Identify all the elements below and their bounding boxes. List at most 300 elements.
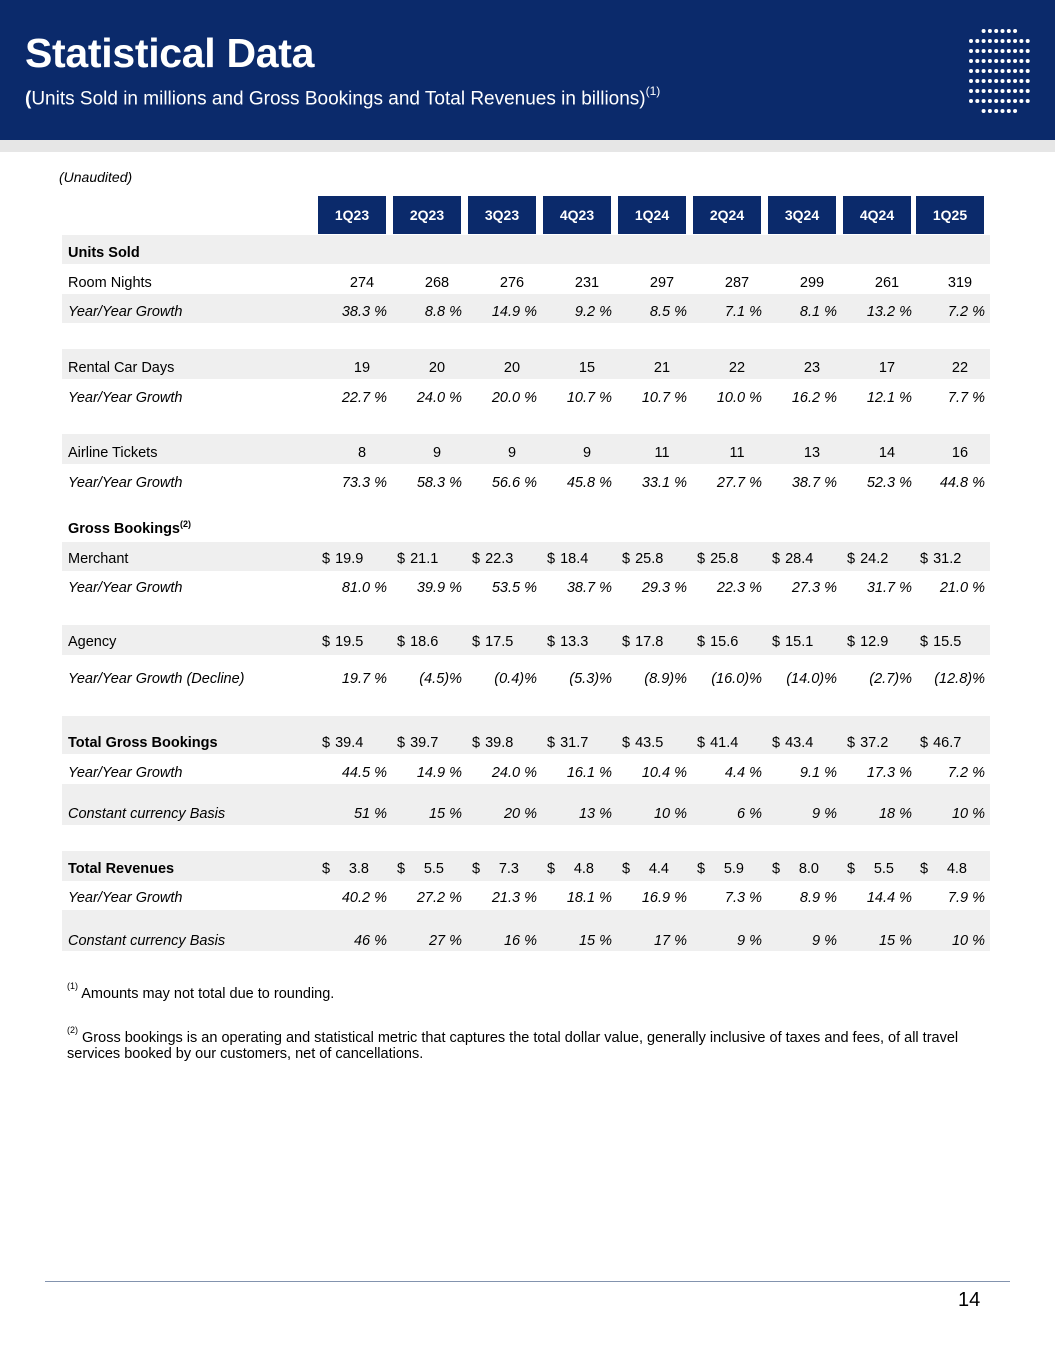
dot — [975, 99, 979, 103]
table-cell: 46 % — [353, 932, 387, 949]
amount: 15.5 — [933, 633, 962, 650]
dot — [1019, 89, 1023, 93]
table-cell: 274 — [349, 274, 375, 291]
dot — [1013, 109, 1017, 113]
table-cell: (12.8)% — [934, 670, 985, 687]
dot — [975, 69, 979, 73]
page-number: 14 — [958, 1289, 981, 1311]
section-units-sold — [62, 238, 990, 267]
table-cell: 20 — [428, 359, 446, 376]
row-label: Year/Year Growth — [68, 303, 183, 320]
table-cell: 4.4 % — [724, 764, 762, 781]
amount: 31.7 — [560, 734, 589, 751]
dot — [1013, 49, 1017, 53]
dot — [1001, 59, 1005, 63]
table-cell: 58.3 % — [416, 474, 462, 491]
row-label: Constant currency Basis — [68, 805, 226, 822]
table-cell: 18 % — [878, 805, 912, 822]
currency-symbol: $ — [622, 550, 631, 567]
table-cell: 27.7 % — [716, 474, 762, 491]
table-cell: 276 — [499, 274, 525, 291]
dot — [982, 49, 986, 53]
table-cell: 16.2 % — [791, 389, 837, 406]
table-cell: 10.7 % — [641, 389, 687, 406]
table-row-merchant-growth — [62, 573, 990, 602]
row-label: Year/Year Growth — [68, 389, 183, 406]
amount: 5.5 — [423, 860, 444, 877]
amount: 3.8 — [348, 860, 369, 877]
dot — [975, 59, 979, 63]
section-label: Units Sold — [68, 244, 140, 261]
table-cell: 287 — [724, 274, 750, 291]
table-cell: 10 % — [951, 932, 985, 949]
table-cell: 10.4 % — [641, 764, 687, 781]
currency-symbol: $ — [622, 633, 631, 650]
table-cell — [772, 627, 842, 656]
footnote-2-marker: (2) — [67, 1025, 78, 1035]
table-cell: 9 — [432, 444, 442, 461]
dot — [1026, 89, 1030, 93]
table-cell: 20 % — [503, 805, 537, 822]
subtitle-footnote-ref: (1) — [645, 84, 661, 98]
currency-symbol: $ — [622, 860, 631, 877]
dot — [1019, 59, 1023, 63]
table-cell — [772, 854, 819, 883]
table-cell — [322, 728, 392, 757]
table-cell — [847, 854, 894, 883]
subtitle-text: Units Sold in millions and Gross Bookings and Total Revenues in billions) — [31, 88, 646, 110]
table-cell: 14 — [878, 444, 896, 461]
table-cell: 13.2 % — [866, 303, 912, 320]
table-row-agency — [62, 627, 990, 656]
dot — [982, 69, 986, 73]
dot — [1007, 109, 1011, 113]
currency-symbol: $ — [697, 633, 706, 650]
dot — [1001, 99, 1005, 103]
row-label: Room Nights — [68, 274, 152, 291]
amount: 15.1 — [785, 633, 814, 650]
currency-symbol: $ — [772, 734, 781, 751]
amount: 7.3 — [498, 860, 519, 877]
amount: 37.2 — [860, 734, 889, 751]
dot — [994, 59, 998, 63]
dot — [975, 79, 979, 83]
dot — [969, 79, 973, 83]
table-cell: 11 — [654, 444, 670, 461]
table-cell — [397, 544, 467, 573]
table-cell: 15 % — [428, 805, 462, 822]
table-cell: 38.7 % — [791, 474, 837, 491]
dot — [969, 89, 973, 93]
table-cell: 22 — [728, 359, 746, 376]
table-cell: (8.9)% — [644, 670, 687, 687]
currency-symbol: $ — [472, 734, 481, 751]
dot — [994, 99, 998, 103]
amount: 24.2 — [860, 550, 889, 567]
currency-symbol: $ — [920, 633, 929, 650]
dot — [1026, 99, 1030, 103]
table-cell: 14.9 % — [491, 303, 537, 320]
table-cell: 231 — [574, 274, 600, 291]
footnote-2-text: Gross bookings is an operating and statistical metric that captures the total dollar value, generally inclusive of taxes and fees, of all travel services booked by our customers, net of cancellations. — [67, 1029, 959, 1062]
table-cell: 22 — [951, 359, 969, 376]
table-cell: 13 % — [578, 805, 612, 822]
dot — [982, 79, 986, 83]
row-label: Rental Car Days — [68, 359, 175, 376]
header-banner — [0, 0, 1055, 140]
amount: 43.5 — [635, 734, 664, 751]
dot — [975, 89, 979, 93]
table-cell: 27.2 % — [416, 889, 462, 906]
amount: 17.5 — [485, 633, 514, 650]
dot — [988, 69, 992, 73]
table-cell: 21.0 % — [939, 579, 985, 596]
table-cell: 24.0 % — [416, 389, 462, 406]
table-cell: 297 — [649, 274, 675, 291]
currency-symbol: $ — [322, 633, 331, 650]
table-row-room-nights-growth — [62, 297, 990, 326]
amount: 18.4 — [560, 550, 589, 567]
currency-symbol: $ — [547, 550, 556, 567]
table-cell: 31.7 % — [866, 579, 912, 596]
table-row-room-nights — [62, 268, 990, 297]
table-cell: 9 — [507, 444, 517, 461]
dot — [994, 39, 998, 43]
table-cell — [547, 544, 617, 573]
dot — [1001, 39, 1005, 43]
dot — [982, 59, 986, 63]
table-cell — [547, 854, 594, 883]
amount: 4.4 — [648, 860, 669, 877]
quarter-header: 1Q25 — [916, 196, 984, 234]
table-cell: 14.4 % — [866, 889, 912, 906]
table-cell: 23 — [803, 359, 821, 376]
currency-symbol: $ — [472, 860, 481, 877]
table-cell: 22.7 % — [341, 389, 387, 406]
dot — [1001, 49, 1005, 53]
table-cell: 7.9 % — [947, 889, 985, 906]
table-cell: 8.9 % — [799, 889, 837, 906]
section-label-text: Gross Bookings — [68, 520, 180, 537]
dot — [988, 39, 992, 43]
currency-symbol: $ — [847, 550, 856, 567]
table-cell: 8.8 % — [424, 303, 462, 320]
table-cell — [622, 627, 692, 656]
dot — [1019, 49, 1023, 53]
table-cell — [547, 627, 617, 656]
table-cell: (14.0)% — [786, 670, 837, 687]
table-cell: (5.3)% — [569, 670, 612, 687]
table-cell: 9.2 % — [574, 303, 612, 320]
dot — [1007, 39, 1011, 43]
currency-symbol: $ — [697, 550, 706, 567]
table-cell — [472, 854, 519, 883]
dot — [994, 49, 998, 53]
table-cell — [397, 728, 467, 757]
table-cell: 6 % — [737, 805, 762, 822]
dot — [975, 39, 979, 43]
amount: 28.4 — [785, 550, 814, 567]
row-label: Year/Year Growth (Decline) — [68, 670, 245, 687]
dot — [1013, 39, 1017, 43]
currency-symbol: $ — [547, 734, 556, 751]
currency-symbol: $ — [397, 860, 406, 877]
footer-rule — [45, 1281, 1010, 1282]
unaudited-note: (Unaudited) — [59, 169, 133, 185]
table-cell: 13 — [803, 444, 821, 461]
dot — [988, 79, 992, 83]
table-cell: (16.0)% — [711, 670, 762, 687]
table-cell: 81.0 % — [341, 579, 387, 596]
table-cell — [397, 627, 467, 656]
dot — [1007, 79, 1011, 83]
dot — [1007, 99, 1011, 103]
section-gross-bookings — [62, 514, 990, 543]
amount: 4.8 — [573, 860, 594, 877]
table-cell: 7.2 % — [947, 303, 985, 320]
quarter-header: 3Q23 — [468, 196, 536, 234]
table-cell: 53.5 % — [491, 579, 537, 596]
footnote-1-marker: (1) — [67, 981, 78, 991]
table-cell: 7.2 % — [947, 764, 985, 781]
dot — [1013, 99, 1017, 103]
amount: 43.4 — [785, 734, 814, 751]
dot — [1026, 49, 1030, 53]
currency-symbol: $ — [920, 550, 929, 567]
dot — [1026, 39, 1030, 43]
table-cell — [772, 728, 842, 757]
table-cell — [920, 627, 990, 656]
footnote-ref: (2) — [180, 518, 191, 529]
table-cell: 9 % — [812, 805, 837, 822]
currency-symbol: $ — [847, 860, 856, 877]
table-cell: 45.8 % — [566, 474, 612, 491]
table-cell: 15 % — [578, 932, 612, 949]
table-cell: 319 — [947, 274, 973, 291]
amount: 46.7 — [933, 734, 962, 751]
dot — [969, 69, 973, 73]
table-cell: 8.5 % — [649, 303, 687, 320]
footnote-1 — [67, 981, 987, 1002]
table-cell: 19.7 % — [341, 670, 387, 687]
dot — [982, 39, 986, 43]
dot — [994, 29, 998, 33]
dot — [988, 49, 992, 53]
table-cell: 27 % — [428, 932, 462, 949]
currency-symbol: $ — [397, 734, 406, 751]
dot — [1001, 29, 1005, 33]
dot — [994, 79, 998, 83]
dot — [1019, 39, 1023, 43]
table-cell: 33.1 % — [641, 474, 687, 491]
dot — [969, 59, 973, 63]
table-row-tgb-constant — [62, 799, 990, 828]
table-cell: 10 % — [653, 805, 687, 822]
amount: 25.8 — [635, 550, 664, 567]
table-cell — [772, 544, 842, 573]
dot — [982, 99, 986, 103]
quarter-header: 4Q23 — [543, 196, 611, 234]
table-cell — [472, 728, 542, 757]
table-cell — [920, 728, 990, 757]
table-cell — [472, 627, 542, 656]
amount: 5.5 — [873, 860, 894, 877]
currency-symbol: $ — [397, 550, 406, 567]
currency-symbol: $ — [472, 550, 481, 567]
table-cell: 29.3 % — [641, 579, 687, 596]
quarter-header: 3Q24 — [768, 196, 836, 234]
table-cell: 11 — [729, 444, 745, 461]
table-cell — [697, 728, 767, 757]
table-cell — [920, 854, 967, 883]
table-cell: 73.3 % — [341, 474, 387, 491]
table-cell: 56.6 % — [491, 474, 537, 491]
amount: 19.9 — [335, 550, 364, 567]
table-row-rental-car-days — [62, 353, 990, 382]
currency-symbol: $ — [322, 734, 331, 751]
table-cell: 7.7 % — [947, 389, 985, 406]
table-cell: 27.3 % — [791, 579, 837, 596]
section-label — [68, 514, 191, 543]
dot-grid-icon — [968, 28, 1030, 114]
dot — [1013, 59, 1017, 63]
dot — [1001, 79, 1005, 83]
dot — [1013, 29, 1017, 33]
currency-symbol: $ — [920, 860, 929, 877]
amount: 19.5 — [335, 633, 364, 650]
table-cell: 12.1 % — [866, 389, 912, 406]
currency-symbol: $ — [622, 734, 631, 751]
table-cell: 7.3 % — [724, 889, 762, 906]
dot — [1013, 69, 1017, 73]
table-row-agency-growth — [62, 664, 990, 693]
table-cell: 16 — [951, 444, 969, 461]
table-cell — [322, 627, 392, 656]
table-cell: 21 — [653, 359, 671, 376]
table-cell: 39.9 % — [416, 579, 462, 596]
dot — [1007, 49, 1011, 53]
table-cell: 9 % — [812, 932, 837, 949]
amount: 15.6 — [710, 633, 739, 650]
footnote-1-text: Amounts may not total due to rounding. — [78, 985, 335, 1002]
table-cell: 51 % — [353, 805, 387, 822]
table-row-tgb-growth — [62, 758, 990, 787]
dot — [969, 99, 973, 103]
dot — [1019, 69, 1023, 73]
dot — [975, 49, 979, 53]
currency-symbol: $ — [397, 633, 406, 650]
footnote-2 — [67, 1025, 987, 1062]
amount: 41.4 — [710, 734, 739, 751]
table-cell: 40.2 % — [341, 889, 387, 906]
table-row-rev-growth — [62, 883, 990, 912]
table-cell: 44.5 % — [341, 764, 387, 781]
amount: 39.7 — [410, 734, 439, 751]
currency-symbol: $ — [322, 550, 331, 567]
table-cell: 9 — [582, 444, 592, 461]
table-cell: 15 — [578, 359, 596, 376]
table-cell: 44.8 % — [939, 474, 985, 491]
dot — [982, 109, 986, 113]
table-cell — [697, 854, 744, 883]
dot — [1026, 69, 1030, 73]
amount: 4.8 — [946, 860, 967, 877]
dot — [988, 59, 992, 63]
quarter-header: 1Q23 — [318, 196, 386, 234]
table-cell: 17.3 % — [866, 764, 912, 781]
table-cell — [622, 728, 692, 757]
row-label: Agency — [68, 633, 117, 650]
currency-symbol: $ — [920, 734, 929, 751]
table-cell: (4.5)% — [419, 670, 462, 687]
dot — [1001, 109, 1005, 113]
table-cell — [920, 544, 990, 573]
dot — [994, 109, 998, 113]
table-row-rev-constant — [62, 926, 990, 955]
table-cell: 10.0 % — [716, 389, 762, 406]
header-divider — [0, 140, 1055, 152]
currency-symbol: $ — [697, 734, 706, 751]
table-cell — [472, 544, 542, 573]
table-cell — [847, 544, 917, 573]
currency-symbol: $ — [697, 860, 706, 877]
quarter-header: 2Q23 — [393, 196, 461, 234]
dot — [982, 29, 986, 33]
table-cell: 21.3 % — [491, 889, 537, 906]
quarter-header: 4Q24 — [843, 196, 911, 234]
row-label: Total Revenues — [68, 860, 175, 877]
amount: 25.8 — [710, 550, 739, 567]
table-cell: 299 — [799, 274, 825, 291]
amount: 39.8 — [485, 734, 514, 751]
dot — [969, 49, 973, 53]
row-label: Total Gross Bookings — [68, 734, 218, 751]
table-cell: 17 — [878, 359, 896, 376]
dot — [982, 89, 986, 93]
table-cell: 10 % — [951, 805, 985, 822]
amount: 13.3 — [560, 633, 589, 650]
row-label: Merchant — [68, 550, 129, 567]
table-cell: 15 % — [878, 932, 912, 949]
dot — [994, 89, 998, 93]
dot — [1007, 59, 1011, 63]
table-cell — [697, 544, 767, 573]
dot — [1001, 89, 1005, 93]
dot — [1001, 69, 1005, 73]
table-cell: 16.9 % — [641, 889, 687, 906]
table-cell — [322, 854, 369, 883]
table-cell: 24.0 % — [491, 764, 537, 781]
table-cell: 10.7 % — [566, 389, 612, 406]
subtitle-open-paren: ( — [25, 88, 32, 110]
dot — [988, 99, 992, 103]
table-cell — [622, 544, 692, 573]
table-cell: 268 — [424, 274, 450, 291]
currency-symbol: $ — [322, 860, 331, 877]
table-row-rental-car-growth — [62, 383, 990, 412]
table-cell: 8 — [357, 444, 367, 461]
dot — [1026, 79, 1030, 83]
dot — [1013, 89, 1017, 93]
amount: 17.8 — [635, 633, 664, 650]
dot — [1007, 69, 1011, 73]
table-cell — [547, 728, 617, 757]
dot — [994, 69, 998, 73]
dot — [1026, 59, 1030, 63]
amount: 21.1 — [410, 550, 439, 567]
currency-symbol: $ — [547, 633, 556, 650]
amount: 8.0 — [798, 860, 819, 877]
